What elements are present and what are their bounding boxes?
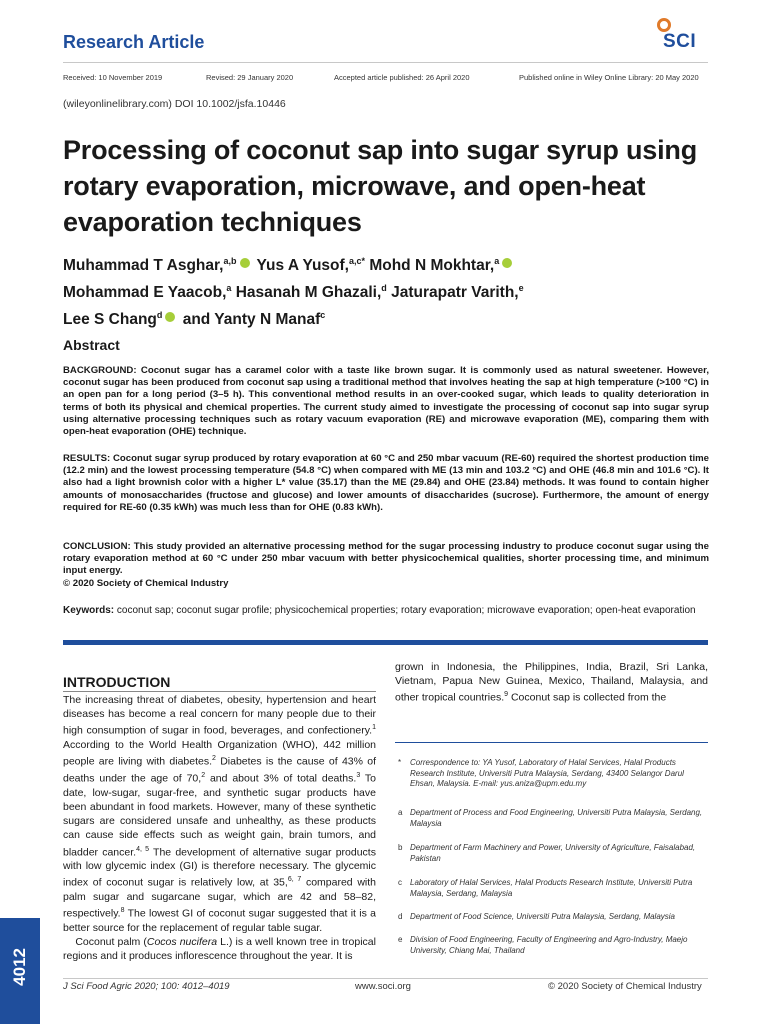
author-name: Mohd N Mokhtar,	[369, 257, 495, 275]
footer-journal: J Sci Food Agric 2020; 100: 4012–4019	[63, 981, 230, 992]
author-affiliation: d	[381, 283, 387, 294]
revised-date: Revised: 29 January 2020	[206, 73, 294, 82]
header-divider	[63, 62, 708, 63]
abstract-conclusion: CONCLUSION: This study provided an alternative processing method for the sugar processing industry to produce coconut sugar using the rotary evaporation method at 60 °C under 250 mbar vacuum with better physicochemical qualities, shorter processing time, and minimum input energy.	[63, 541, 709, 577]
keywords-text: coconut sap; coconut sugar profile; physicochemical properties; rotary evaporation; microwave evaporation; open-heat evaporation	[116, 605, 696, 616]
sci-logo-text: SCI	[663, 31, 697, 52]
footer-copyright: © 2020 Society of Chemical Industry	[548, 981, 702, 992]
keywords-label: Keywords:	[63, 605, 115, 616]
page-number: 4012	[10, 948, 29, 986]
introduction-text-left: The increasing threat of diabetes, obesity, hypertension and heart diseases has become a real concern for many people due to their high consumption of sugar in food, beverages, and confectionery.$^1$ According to the World Health Organization (WHO), 442 million people are living with diabetes.$^2$ Diabetes is the cause of 43% of deaths under the age of 70,$^2$ and about 3% of total deaths.$^3$ To date, low-sugar, sugar-free, and synthetic sugar products have been abundant in food markets. However, many of these synthetic sugars are considered unsafe and unhealthy, as these products can cause side effects such as weight gain, brain tumors, and bladder cancer.$^{4, 5}$ The development of alternative sugar products with low glycemic index (GI) is therefore necessary. The glycemic index of coconut sugar is relatively low, at 35,$^{6, 7}$ compared with palm sugar and sugarcane sugar, which are 42 and 58–82, respectively.$^8$ The lowest GI of coconut sugar suggested that it is a better source for the replacement of regular table sugar. Coconut palm (Cocos nucifera L.) is a well known tree in tropical regions and it produces inflorescence throughout the year. It is	[63, 694, 376, 963]
orcid-icon[interactable]	[165, 312, 175, 322]
introduction-heading: INTRODUCTION	[63, 674, 171, 690]
author-affiliation: c	[320, 310, 326, 321]
footnote-affiliation-c: c Laboratory of Halal Services, Halal Products Research Institute, Universiti Putra Malaysia, Serdang, Malaysia	[398, 878, 693, 898]
doi-line[interactable]: (wileyonlinelibrary.com) DOI 10.1002/jsfa.10446	[63, 98, 286, 110]
author-affiliation: a	[226, 283, 232, 294]
author-affiliation: a,c*	[349, 256, 366, 266]
footnote-affiliation-b: b Department of Farm Machinery and Power, University of Agriculture, Faisalabad, Pakistan	[398, 843, 696, 863]
page-number-tab	[0, 918, 40, 1024]
author-name: Muhammad T Asghar,	[63, 257, 224, 275]
abstract-copyright: © 2020 Society of Chemical Industry	[63, 578, 229, 589]
published-date: Published online in Wiley Online Library: 20 May 2020	[519, 73, 699, 82]
article-type: Research Article	[63, 32, 205, 52]
author-name: and Yanty N Manaf	[182, 311, 321, 329]
author-name: Lee S Chang	[63, 311, 157, 329]
keywords	[63, 604, 709, 617]
author-name: Yus A Yusof,	[256, 257, 349, 275]
introduction-text-right: grown in Indonesia, the Philippines, India, Brazil, Sri Lanka, Vietnam, Papua New Guinea, Mexico, Thailand, Malaysia, and other tropical countries.$^9$ Coconut sap is collected from the	[395, 661, 708, 704]
abstract-results: RESULTS: Coconut sugar syrup produced by rotary evaporation at 60 °C and 250 mbar vacuum (RE-60) required the shortest production time (12.2 min) and the lowest processing temperature (54.8 °C) when compared with ME (13 min and 103.2 °C) and OHE (46.8 min and 101.6 °C). It also had a light brownish color with a higher L* value (35.17) than the ME (29.84) and OHE (23.84) methods. It was found to contain higher amounts of monosaccharides (fructose and glucose) and lower amounts of disaccharides (sucrose). Furthermore, the amount of energy required for RE-60 (0.35 kWh) was much less than for OHE (0.83 kWh).	[63, 453, 709, 513]
author-name: Hasanah M Ghazali,	[235, 284, 382, 302]
footnote-correspondence: * Correspondence to: YA Yusof, Laboratory of Halal Services, Halal Products Research Institute, Universiti Putra Malaysia, Serdang, 43400 Selangor Darul Ehsan, Malaysia. E-mail: yus.aniza@upm.edu.my	[398, 758, 684, 788]
author-affiliation: a	[494, 256, 500, 266]
article-title: Processing of coconut sap into sugar syrup using rotary evaporation, microwave, and open-heat evaporation techniques	[63, 135, 697, 237]
author-affiliation: e	[518, 283, 524, 294]
footnote-affiliation-a: a Department of Process and Food Engineering, Universiti Putra Malaysia, Serdang, Malaysia	[398, 808, 703, 828]
footer-site-link[interactable]: www.soci.org	[355, 981, 411, 992]
footnote-divider	[395, 742, 708, 743]
footnote-affiliation-d: d Department of Food Science, Universiti Putra Malaysia, Serdang, Malaysia	[398, 912, 676, 921]
orcid-icon[interactable]	[240, 258, 250, 268]
sci-logo-ring-icon	[657, 18, 671, 32]
author-affiliation: d	[156, 310, 163, 321]
accepted-date: Accepted article published: 26 April 2020	[334, 73, 470, 82]
received-date: Received: 10 November 2019	[63, 73, 163, 82]
author-list	[63, 250, 713, 331]
author-affiliation: a,b	[223, 256, 237, 266]
section-divider	[63, 640, 708, 645]
author-name: Jaturapatr Varith,	[391, 284, 519, 302]
footer-divider	[63, 978, 708, 979]
orcid-icon[interactable]	[502, 258, 512, 268]
footnote-affiliation-e: e Division of Food Engineering, Faculty of Engineering and Agro-Industry, Maejo University, Chiang Mai, Thailand	[398, 935, 688, 955]
abstract-heading: Abstract	[63, 337, 120, 353]
abstract-background: BACKGROUND: Coconut sugar has a caramel color with a taste like brown sugar. It is commonly used as natural sweetener. However, coconut sugar has been produced from coconut sap using a traditional method that involves heating the sap at high temperature (>100 °C) in an open pan for a long period (3–5 h). This conventional method results in an over-cooked sugar, which leads to quality deterioration in terms of both its physical and chemical properties. The current study aimed to investigate the processing of coconut sap into sugar syrup using alternative processing techniques such as rotary vacuum evaporation (RE) and microwave evaporation (ME), comparing them with open-heat evaporation (OHE) technique.	[63, 365, 709, 438]
introduction-rule	[63, 691, 376, 692]
sci-logo	[655, 16, 715, 52]
author-name: Mohammad E Yaacob,	[63, 284, 227, 302]
